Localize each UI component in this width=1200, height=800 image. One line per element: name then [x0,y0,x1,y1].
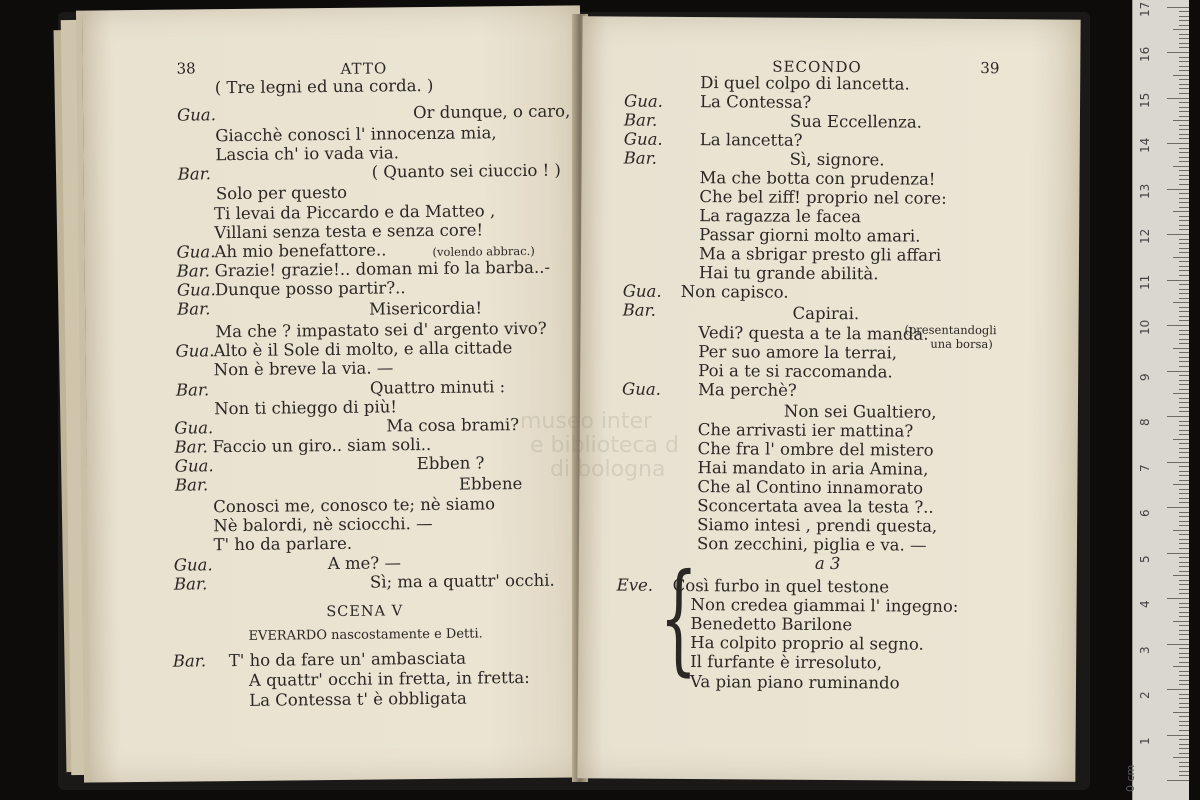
ruler-tick [1179,152,1189,153]
ruler-tick [1179,161,1189,162]
ruler-tick [1179,498,1189,499]
verse-line: Che arrivasti ier mattina? [697,420,914,441]
ruler-tick [1167,325,1189,326]
ruler-tick [1179,539,1189,540]
ruler-tick [1179,243,1189,244]
stage-direction: ( Tre legni ed una corda. ) [214,75,434,98]
ruler-tick [1173,712,1189,713]
watermark-line: di bologna [550,457,666,482]
ruler-tick [1167,98,1189,99]
ruler-tick [1179,589,1189,590]
verse-line: Ma perchè? [697,380,797,400]
ruler-tick [1179,70,1189,71]
ruler-tick [1179,748,1189,749]
left-page [76,5,588,782]
ruler-tick [1179,662,1189,663]
ruler-tick [1179,630,1189,631]
ruler-tick [1167,507,1189,508]
scene-heading: SCENA V [326,603,404,621]
ruler-tick [1179,198,1189,199]
speaker: Bar. [622,300,656,320]
verse-line: Non ti chieggo di più! [214,397,398,419]
ruler-tick [1167,553,1189,554]
ruler-tick [1179,293,1189,294]
ruler-tick [1173,75,1189,76]
ruler-tick [1179,88,1189,89]
ruler-number: 5 [1138,554,1152,563]
stage-direction: (presentandogli [904,322,997,338]
ruler-tick [1179,425,1189,426]
ruler-tick [1179,229,1189,230]
ruler-tick [1179,207,1189,208]
verse-line: Conosci me, conosco te; nè siamo [213,494,496,517]
ruler-tick [1179,502,1189,503]
ruler-tick [1179,270,1189,271]
ruler-tick [1179,694,1189,695]
ruler-tick [1179,402,1189,403]
ruler-tick [1179,184,1189,185]
verse-line: Che bel ziff! proprio nel core: [699,187,947,208]
scale-ruler [1124,0,1189,800]
ruler-tick [1179,489,1189,490]
verse-line: Faccio un giro.. siam soli.. [212,434,432,457]
ruler-tick [1179,330,1189,331]
ruler-tick [1179,557,1189,558]
verse-line: Ma che botta con prudenza! [699,168,936,189]
verse-line: Sì; ma a quattr' occhi. [369,570,555,592]
verse-line: Solo per questo [215,182,348,204]
ruler-tick [1179,516,1189,517]
verse-line: Di quel colpo di lancetta. [700,73,910,94]
verse-line: Poi a te si raccomanda. [698,361,893,382]
ruler-tick [1173,757,1189,758]
verse-line: La ragazza le facea [699,206,862,227]
verse-line: T' ho da fare un' ambasciata [228,648,467,671]
ruler-tick [1167,735,1189,736]
ruler-tick [1179,307,1189,308]
ruler-tick [1167,189,1189,190]
ruler-tick [1179,202,1189,203]
ruler-tick [1179,116,1189,117]
speaker: Gua. [176,280,216,300]
ruler-tick [1167,644,1189,645]
ruler-tick [1167,52,1189,53]
speaker: Bar. [177,164,212,184]
verse-line: Non sei Gualtiero, [783,401,937,422]
ruler-tick [1179,716,1189,717]
speaker: Gua. [622,281,662,301]
ruler-tick [1179,375,1189,376]
speaker: Bar. [177,299,211,319]
ruler-tick [1167,234,1189,235]
verse-line: Ma che ? impastato sei d' argento vivo? [215,318,547,342]
ruler-tick [1173,257,1189,258]
ruler-tick [1179,261,1189,262]
ruler-tick [1179,220,1189,221]
verse-line: Sua Eccellenza. [789,111,923,132]
speaker: Gua. [624,91,664,111]
ruler-number: 12 [1138,228,1152,244]
speaker: Bar. [174,475,209,495]
ruler-tick [1173,621,1189,622]
verse-line: Giacchè conosci l' innocenza mia, [215,123,497,146]
verse-line: Non credea giammai l' ingegno: [690,595,959,616]
ruler-tick [1173,393,1189,394]
verse-line: Va pian piano ruminando [689,672,900,693]
ruler-number: 13 [1138,183,1152,199]
ruler-tick [1173,348,1189,349]
ruler-tick [1179,389,1189,390]
ruler-tick [1167,7,1189,8]
ruler-tick [1179,648,1189,649]
verse-line: Che al Contino innamorato [697,477,924,498]
verse-line: Hai mandato in aria Amina, [697,458,929,479]
ruler-tick [1179,634,1189,635]
verse-line: Ha colpito proprio al segno. [690,633,924,654]
ruler-tick [1179,11,1189,12]
ruler-tick [1167,143,1189,144]
ruler-tick [1173,484,1189,485]
ruler-number: 16 [1138,46,1152,62]
verse-line: T' ho da parlare. [213,533,353,555]
ruler-tick [1179,543,1189,544]
ruler-tick [1179,766,1189,767]
ruler-tick [1179,603,1189,604]
ruler-tick [1179,134,1189,135]
ruler-number: 3 [1138,645,1152,654]
ruler-tick [1179,657,1189,658]
speaker: Gua. [174,418,214,438]
ruler-tick [1179,584,1189,585]
verse-line: Sì, signore. [789,149,885,170]
ruler-tick [1179,475,1189,476]
ruler-tick [1179,607,1189,608]
running-head: ATTO [340,59,388,78]
ruler-tick [1179,93,1189,94]
ruler-tick [1179,79,1189,80]
verse-line: Or dunque, o caro, [412,101,571,123]
ruler-tick [1179,34,1189,35]
ruler-number: 2 [1138,691,1152,699]
ruler-tick [1179,366,1189,367]
page-number: 39 [980,59,1000,78]
speaker: Gua. [623,129,663,149]
verse-line: Ah mio benefattore.. [214,240,387,262]
ruler-tick [1179,225,1189,226]
ruler-tick [1179,753,1189,754]
ruler-tick [1179,266,1189,267]
speaker: Bar. [172,651,207,671]
ruler-tick [1179,762,1189,763]
ruler-tick [1179,775,1189,776]
ruler-tick [1179,216,1189,217]
ruler-tick [1179,289,1189,290]
ruler-tick [1179,493,1189,494]
ruler-tick [1173,120,1189,121]
ruler-tick [1179,352,1189,353]
watermark-line: e biblioteca d [530,433,679,458]
ruler-tick [1179,361,1189,362]
ruler-tick [1167,416,1189,417]
watermark-line: museo inter [520,409,653,434]
ruler-tick [1179,107,1189,108]
ruler-number: 6 [1138,509,1152,517]
ruler-tick [1179,671,1189,672]
verse-line: La Contessa? [700,92,812,112]
verse-line: Lascia ch' io vada via. [215,143,400,165]
ruler-tick [1179,684,1189,685]
ruler-tick [1179,675,1189,676]
verse-line: La lancetta? [699,130,803,150]
verse-line: Villani senza testa e senza core! [214,220,484,243]
ruler-tick [1173,575,1189,576]
verse-line: Siamo intesi , prendi questa, [697,515,938,536]
ruler-tick [1179,562,1189,563]
ruler-tick [1179,521,1189,522]
verse-line: Non è breve la via. — [213,358,394,380]
speaker: Bar. [175,380,210,400]
library-watermark [520,410,679,482]
verse-line: La Contessa t' è obbligata [249,688,467,710]
ruler-tick [1179,61,1189,62]
verse-line: Così furbo in quel testone [672,575,890,597]
ruler-tick [1179,580,1189,581]
ruler-tick [1179,452,1189,453]
ruler-tick [1179,739,1189,740]
ruler-tick [1179,129,1189,130]
verse-line: Ma a sbrigar presto gli affari [698,244,942,265]
speaker: Gua. [176,105,217,125]
speaker: Bar. [176,261,211,281]
ruler-number: 1 [1138,736,1152,745]
verse-line: Ma cosa brami? [386,415,520,436]
ruler-tick [1179,102,1189,103]
scene-description: EVERARDO nascostamente e Detti. [248,626,483,644]
ruler-tick [1179,175,1189,176]
running-head: SECONDO [772,57,862,77]
ruler-tick [1173,530,1189,531]
verse-line: Son zecchini, piglia e va. — [696,534,927,555]
ruler-tick [1179,571,1189,572]
ruler-tick [1179,703,1189,704]
verse-line: Che fra l' ombre del mistero [697,439,934,460]
ruler-tick [1179,448,1189,449]
ruler-tick [1179,357,1189,358]
speaker: Gua. [174,456,214,476]
ruler-tick [1179,138,1189,139]
ruler-unit-label: 0 cm [1124,764,1137,792]
verse-line: Nè balordi, nè sciocchi. — [213,513,433,536]
ruler-tick [1179,771,1189,772]
ruler-tick [1179,639,1189,640]
ruler-tick [1179,384,1189,385]
ruler-tick [1179,534,1189,535]
ruler-tick [1179,339,1189,340]
speaker: Gua. [173,555,213,575]
ruler-tick [1179,625,1189,626]
ruler-tick [1179,193,1189,194]
ruler-tick [1173,666,1189,667]
ruler-tick [1179,721,1189,722]
ruler-tick [1179,730,1189,731]
ruler-tick [1179,421,1189,422]
ruler-tick [1179,525,1189,526]
ruler-number: 4 [1138,600,1152,608]
ruler-tick [1173,166,1189,167]
ruler-tick [1179,566,1189,567]
verse-line: Hai tu grande abilità. [698,263,879,284]
verse-line: Ebben ? [416,453,485,474]
speaker: Bar. [174,437,208,457]
verse-line: A me? — [327,553,402,574]
ruler-number: 15 [1138,92,1152,108]
ruler-tick [1179,443,1189,444]
verse-line: A quattr' occhi in fretta, in fretta: [248,667,530,690]
ruler-tick [1179,275,1189,276]
right-page [577,16,1080,781]
ruler-tick [1179,653,1189,654]
ruler-tick [1167,462,1189,463]
ruler-tick [1179,157,1189,158]
ruler-tick [1179,16,1189,17]
stage-direction: una borsa) [930,336,993,352]
verse-line: Capirai. [792,303,860,324]
ruler-tick [1179,316,1189,317]
verse-line: Misericordia! [369,298,483,319]
verse-line: Alto è il Sole di molto, e alla cittade [213,338,513,361]
ruler-tick [1179,170,1189,171]
ruler-tick [1179,311,1189,312]
ruler-tick [1179,252,1189,253]
ruler-tick [1173,302,1189,303]
ruler-tick [1179,411,1189,412]
ruler-tick [1179,398,1189,399]
ruler-tick [1179,725,1189,726]
ruler-tick [1179,434,1189,435]
ruler-tick [1179,548,1189,549]
ruler-tick [1179,125,1189,126]
ruler-number: 17 [1138,1,1152,17]
ruler-tick [1179,698,1189,699]
ruler-number: 8 [1138,418,1152,426]
ruler-tick [1179,612,1189,613]
ruler-tick [1179,334,1189,335]
ensemble-marker: a 3 [814,553,841,574]
verse-line: Vedi? questa a te la manda. [698,323,929,344]
verse-line: Grazie! grazie!.. doman mi fo la barba..- [214,257,551,281]
ruler-tick [1179,148,1189,149]
stage-direction: (volendo abbrac.) [432,243,535,259]
verse-line: Il furfante è irresoluto, [690,652,883,673]
verse-line: Non capisco. [680,281,789,302]
ruler-tick [1167,689,1189,690]
verse-line: Ti levai da Piccardo e da Matteo , [214,201,496,224]
verse-line: Benedetto Barilone [690,614,853,635]
ruler-number: 7 [1138,463,1152,472]
ruler-tick [1179,84,1189,85]
speaker: Bar. [623,148,658,168]
ruler-tick [1179,25,1189,26]
ruler-tick [1179,380,1189,381]
ruler-tick [1173,439,1189,440]
speaker: Eve. [616,575,654,595]
ruler-tick [1179,480,1189,481]
ruler-tick [1179,20,1189,21]
ruler-tick [1179,343,1189,344]
ruler-tick [1167,280,1189,281]
ruler-tick [1179,239,1189,240]
ruler-tick [1179,248,1189,249]
ruler-tick [1179,593,1189,594]
ruler-tick [1167,371,1189,372]
ruler-tick [1179,512,1189,513]
verse-line: ( Quanto sei ciuccio ! ) [371,160,562,182]
ruler-tick [1179,66,1189,67]
ruler-tick [1179,43,1189,44]
speaker: Bar. [173,574,208,594]
ruler-tick [1179,466,1189,467]
ruler-number: 9 [1138,372,1152,381]
speaker: Bar. [623,110,658,130]
ruler-tick [1179,407,1189,408]
speaker: Gua. [176,242,216,262]
ruler-tick [1179,47,1189,48]
ruler-tick [1179,284,1189,285]
speaker: Gua. [621,379,662,399]
ruler-tick [1179,430,1189,431]
ruler-tick [1179,298,1189,299]
ruler-tick [1179,457,1189,458]
verse-line: Dunque posso partir?.. [214,278,406,300]
ruler-tick [1179,680,1189,681]
verse-line: Ebbene [458,474,523,494]
ruler-tick [1179,707,1189,708]
ruler-number: 10 [1138,319,1152,335]
ruler-tick [1179,179,1189,180]
ruler-tick [1179,38,1189,39]
page-number: 38 [176,59,196,78]
verse-line: Per suo amore la terrai, [698,342,898,363]
ruler-tick [1179,320,1189,321]
ruler-tick [1167,780,1189,781]
ruler-tick [1173,29,1189,30]
ruler-tick [1173,211,1189,212]
verse-line: Sconcertata avea la testa ?.. [697,496,934,517]
verse-line: Quattro minuti : [369,377,506,398]
ruler-tick [1179,471,1189,472]
ruler-tick [1179,616,1189,617]
brace-glyph: { [659,548,699,689]
ruler-tick [1179,744,1189,745]
ruler-tick [1179,111,1189,112]
ruler-number: 14 [1138,137,1152,153]
speaker: Gua. [175,341,215,361]
verse-line: Passar giorni molto amari. [699,225,921,246]
ruler-tick [1167,598,1189,599]
ruler-number: 11 [1138,274,1152,290]
ruler-tick [1179,57,1189,58]
